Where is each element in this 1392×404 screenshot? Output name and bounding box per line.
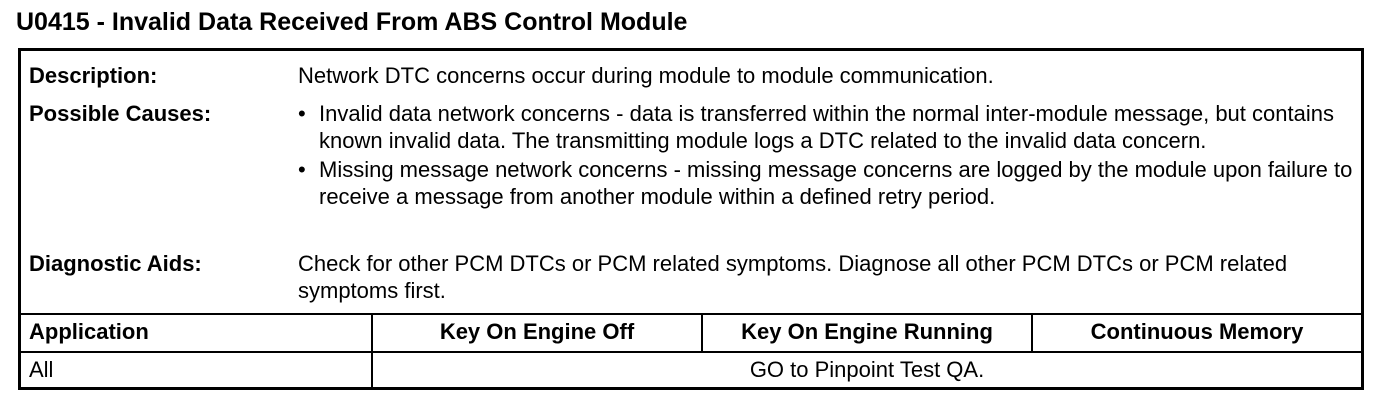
column-header-continuous-memory: Continuous Memory [1090, 319, 1304, 344]
possible-causes-list [298, 100, 1356, 210]
description-text: Network DTC concerns occur during module to module communication. [298, 63, 994, 88]
list-item [298, 100, 1356, 154]
column-header-application: Application [29, 319, 149, 344]
column-header-key-on-engine-running: Key On Engine Running [741, 319, 993, 344]
diagnostic-aids-text: Check for other PCM DTCs or PCM related symptoms. Diagnose all other PCM DTCs or PCM related symptoms first. [298, 251, 1288, 303]
cause-text: Missing message network concerns - missing message concerns are logged by the module upon failure to receive a message from another module within a defined retry period. [319, 157, 1353, 209]
table-cell-action: GO to Pinpoint Test QA. [749, 357, 985, 382]
bullet-icon: • [298, 157, 306, 182]
dtc-info-table [18, 48, 1364, 390]
description-label: Description: [29, 63, 158, 88]
table-cell-application: All [29, 357, 54, 382]
column-header-key-on-engine-off: Key On Engine Off [439, 319, 635, 344]
possible-causes-label: Possible Causes: [29, 101, 212, 126]
list-item [298, 156, 1356, 210]
diagnostic-aids-label: Diagnostic Aids: [29, 251, 202, 276]
page-title: U0415 - Invalid Data Received From ABS Control Module [16, 8, 688, 36]
bullet-icon: • [298, 101, 306, 126]
cause-text: Invalid data network concerns - data is transferred within the normal inter-module message, but contains known invalid data. The transmitting module logs a DTC related to the invalid data concern. [319, 101, 1334, 153]
